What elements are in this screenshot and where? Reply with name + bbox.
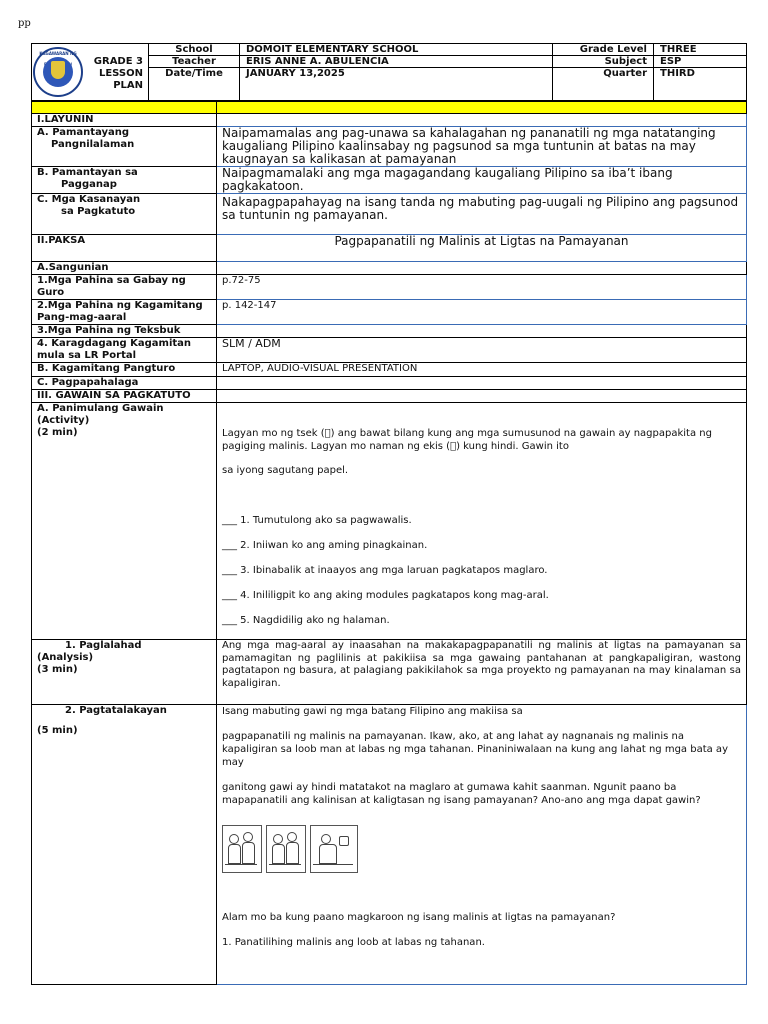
pangturo-label: B. Kagamitang Pangturo <box>32 363 217 377</box>
pamantayang-label: A. Pamantayang Pangnilalaman <box>32 127 217 167</box>
subject-label: Subject <box>553 56 654 68</box>
panimula-instruction-2: sa iyong sagutang papel. <box>222 465 349 476</box>
discussion-paragraph: ganitong gawi ay hindi matatakot na maglaro at gumawa kahit saanman. Ngunit paano ba mapapanatili ang kalinisan at kaligtasan ng isang pamayanan? Ano-ano ang mga dapat gawin? <box>222 782 701 806</box>
quarter-value: THIRD <box>654 68 747 101</box>
panimula-instruction: Lagyan mo ng tsek ( ) ang bawat bilang kung ang mga sumusunod na gawain ay nagpapakita ng pagiging malinis. Lagyan mo naman ng ekis ( ) kung hindi. Gawin ito <box>222 428 712 452</box>
page-marker: pp <box>18 18 31 29</box>
logo-text: KAGAWARAN NG <box>39 51 77 56</box>
lesson-label: LESSON <box>98 68 143 79</box>
date-value: JANUARY 13,2025 <box>240 68 553 101</box>
discussion-paragraph: pagpapanatili ng malinis na pamayanan. Ikaw, ako, at ang lahat ay nagnanais ng malinis na kapaligiran sa loob man at labas ng mga tahanan. Pinaniniwalaan na kung ang lahat ng mga bata ay may <box>222 731 728 768</box>
list-item: ___ 1. Tumutulong ako sa pagwawalis. <box>222 515 412 526</box>
child-planting-image <box>310 825 358 873</box>
children-sweeping-image <box>266 825 306 873</box>
deped-logo <box>33 47 83 97</box>
date-label: Date/Time <box>149 68 240 101</box>
school-label: School <box>149 44 240 56</box>
quarter-label: Quarter <box>553 68 654 101</box>
subject-value: ESP <box>654 56 747 68</box>
illustration-strip <box>222 825 741 873</box>
lesson-body-table <box>31 101 747 985</box>
pagganap-label: B. Pamantayan sa Pagganap <box>32 167 217 194</box>
discussion-paragraph: Isang mabuting gawi ng mga batang Filipino ang makiisa sa <box>222 706 523 717</box>
plan-label: PLAN <box>113 80 143 91</box>
paglalahad-label: 1. Paglalahad (Analysis) (3 min) <box>32 640 217 705</box>
discussion-paragraph: Alam mo ba kung paano magkaroon ng isang malinis at ligtas na pamayanan? <box>222 912 616 923</box>
gabay-label: 1.Mga Pahina sa Gabay ng Guro <box>32 275 217 300</box>
panimula-label: A. Panimulang Gawain (Activity) (2 min) <box>32 403 217 640</box>
teksbuk-value <box>217 325 747 338</box>
kasanayan-label: C. Mga Kasanayan sa Pagkatuto <box>32 194 217 235</box>
paksa-label: II.PAKSA <box>32 235 217 262</box>
lr-value: SLM / ADM <box>217 338 747 363</box>
list-item: ___ 3. Ibinabalik at inaayos ang mga laruan pagkatapos maglaro. <box>222 565 548 576</box>
lr-label: 4. Karagdagang Kagamitan mula sa LR Portal <box>32 338 217 363</box>
pagtatalakayan-content <box>217 705 747 985</box>
gawain-heading: III. GAWAIN SA PAGKATUTO <box>32 390 217 403</box>
discussion-paragraph: 1. Panatilihing malinis ang loob at labas ng tahanan. <box>222 937 485 948</box>
pagtatalakayan-label: 2. Pagtatalakayan (5 min) <box>32 705 217 985</box>
pamantayang-text: Naipamamalas ang pag-unawa sa kahalagahan ng pananatili ng mga natatanging kaugaliang Pilipino kaalinsabay ng pagsunod sa mga tuntunin at batas na may kaugnayan sa kalikasan at pamayanan <box>217 127 747 167</box>
grade-label: GRADE 3 <box>93 56 143 67</box>
kagamitan-label: 2.Mga Pahina ng Kagamitang Pang-mag-aaral <box>32 300 217 325</box>
header-logo-cell <box>32 44 149 101</box>
teksbuk-label: 3.Mga Pahina ng Teksbuk <box>32 325 217 338</box>
sangunian-label: A.Sangunian <box>32 262 217 275</box>
grade-level-value: THREE <box>654 44 747 56</box>
paglalahad-text: Ang mga mag-aaral ay inaasahan na makakapagpapanatili ng malinis at ligtas na pamayanan sa pamamagitan ng paglilinis at pakikiisa sa mga gawaing pantahanan at pangkapaligiran, wastong pagtatapon ng basura, at palagiang pakikilahok sa mga proyekto ng pamayanan na may kinalaman sa kapaligiran. <box>217 640 747 705</box>
list-item: ___ 5. Nagdidilig ako ng halaman. <box>222 615 390 626</box>
kagamitan-value: p. 142-147 <box>217 300 747 325</box>
panimula-content <box>217 403 747 640</box>
paksa-text: Pagpapanatili ng Malinis at Ligtas na Pamayanan <box>217 235 747 262</box>
kasanayan-text: Nakapagpapahayag na isang tanda ng mabuting pag-uugali ng Pilipino ang pagsunod sa tuntunin ng pamayanan. <box>217 194 747 235</box>
lesson-plan-table <box>31 43 747 101</box>
school-value: DOMOIT ELEMENTARY SCHOOL <box>240 44 553 56</box>
grade-level-label: Grade Level <box>553 44 654 56</box>
gabay-value: p.72-75 <box>217 275 747 300</box>
list-item: ___ 4. Inililigpit ko ang aking modules pagkatapos kong mag-aral. <box>222 590 549 601</box>
pagganap-text: Naipagmamalaki ang mga magagandang kaugaliang Pilipino sa iba’t ibang pagkakatoon. <box>217 167 747 194</box>
list-item: ___ 2. Iniiwan ko ang aming pinagkainan. <box>222 540 428 551</box>
pagpapahalaga-label: C. Pagpapahalaga <box>32 377 217 390</box>
teacher-value: ERIS ANNE A. ABULENCIA <box>240 56 553 68</box>
layunin-heading: I.LAYUNIN <box>32 114 217 127</box>
pangturo-value: LAPTOP, AUDIO-VISUAL PRESENTATION <box>217 363 747 377</box>
lesson-plan-document <box>31 43 746 985</box>
teacher-label: Teacher <box>149 56 240 68</box>
children-cleaning-image <box>222 825 262 873</box>
yellow-band <box>32 102 747 114</box>
